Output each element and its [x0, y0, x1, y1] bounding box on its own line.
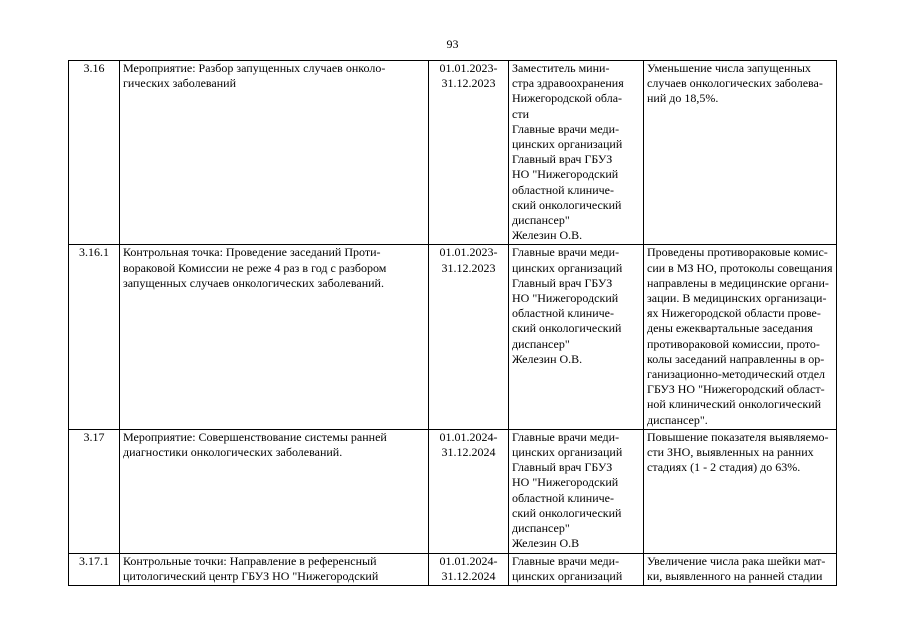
cell-result-line: колы заседаний направленны в ор- [647, 351, 825, 366]
cell-number: 3.16.1 [69, 245, 120, 429]
plan-table [68, 60, 837, 586]
cell-responsible-line: Главные врачи меди- [512, 245, 620, 260]
cell-responsible-line: Главный врач ГБУЗ [512, 275, 613, 290]
cell-event-line: гических заболеваний [123, 76, 237, 91]
cell-result-line: Уменьшение числа запущенных [647, 61, 811, 75]
cell-responsible-line: областной клиниче- [512, 182, 614, 197]
cell-responsible-line: сти [512, 106, 529, 121]
cell-result [644, 245, 837, 429]
cell-responsible [509, 245, 644, 429]
cell-responsible-line: стра здравоохранения [512, 76, 624, 91]
cell-event [120, 245, 429, 429]
cell-result-line: направлены в медицинские органи- [647, 275, 829, 290]
cell-responsible-line: Железин О.В [512, 536, 580, 551]
cell-event-line: Контрольные точки: Направление в референсный [123, 553, 377, 568]
cell-event [120, 61, 429, 245]
cell-dates-line: 01.01.2024- [439, 429, 498, 444]
cell-responsible-line: диспансер" [512, 521, 570, 536]
table-body [69, 61, 837, 586]
cell-responsible-line: цинских организаций [512, 260, 623, 275]
table-row [69, 245, 837, 429]
cell-responsible-line: Нижегородской обла- [512, 91, 623, 106]
cell-responsible-line: областной клиниче- [512, 490, 614, 505]
cell-responsible-line: цинских организаций [512, 568, 623, 583]
cell-dates-line: 01.01.2023- [439, 61, 498, 75]
cell-responsible-line: НО "Нижегородский [512, 167, 619, 182]
cell-responsible-line: ский онкологический [512, 505, 622, 520]
table-row [69, 61, 837, 245]
cell-responsible-line: НО "Нижегородский [512, 291, 619, 306]
cell-dates [429, 429, 509, 553]
cell-result-line: противораковой комиссии, прото- [647, 336, 820, 351]
cell-responsible-line: Главный врач ГБУЗ [512, 460, 613, 475]
cell-result-line: ки, выявленного на ранней стадии [647, 568, 823, 583]
cell-event-line: цитологический центр ГБУЗ НО "Нижегородский [123, 568, 379, 583]
cell-dates [429, 245, 509, 429]
cell-responsible [509, 429, 644, 553]
cell-number: 3.16 [69, 61, 120, 245]
cell-responsible [509, 61, 644, 245]
cell-responsible-line: Главные врачи меди- [512, 429, 620, 444]
cell-result-line: ний до 18,5%. [647, 91, 719, 106]
cell-result-line: ях Нижегородской области прове- [647, 306, 821, 321]
cell-event-line: запущенных случаев онкологических заболеваний. [123, 275, 384, 290]
cell-responsible-line: цинских организаций [512, 137, 623, 152]
cell-responsible [509, 553, 644, 585]
cell-result-line: ной клинический онкологический [647, 397, 822, 412]
cell-result [644, 429, 837, 553]
cell-result [644, 61, 837, 245]
cell-dates-line: 01.01.2023- [439, 245, 498, 260]
cell-responsible-line: ский онкологический [512, 197, 622, 212]
cell-result [644, 553, 837, 585]
cell-responsible-line: цинских организаций [512, 445, 623, 460]
page-number: 93 [446, 37, 459, 51]
cell-dates [429, 553, 509, 585]
cell-result-line: сти ЗНО, выявленных на ранних [647, 445, 814, 460]
cell-responsible-line: Главные врачи меди- [512, 121, 620, 136]
cell-event-line: Контрольная точка: Проведение заседаний Проти- [123, 245, 381, 260]
cell-dates-line: 31.12.2024 [441, 568, 496, 583]
cell-dates-line: 31.12.2023 [441, 260, 496, 275]
cell-responsible-line: Железин О.В. [512, 228, 583, 243]
cell-responsible-line: НО "Нижегородский [512, 475, 619, 490]
cell-responsible-line: ский онкологический [512, 321, 622, 336]
cell-responsible-line: диспансер" [512, 336, 570, 351]
cell-result-line: Повышение показателя выявляемо- [647, 429, 829, 444]
cell-result-line: ганизационно-методический отдел [647, 367, 826, 382]
cell-number: 3.17 [69, 429, 120, 553]
cell-dates-line: 31.12.2023 [441, 76, 496, 91]
cell-result-line: диспансер". [647, 412, 708, 427]
cell-event-line: вораковой Комиссии не реже 4 раз в год с разбором [123, 260, 387, 275]
table-row [69, 429, 837, 553]
cell-result-line: дены ежеквартальные заседания [647, 321, 813, 336]
cell-result-line: Увеличение числа рака шейки мат- [647, 553, 826, 568]
cell-event-line: Мероприятие: Совершенствование системы ранней [123, 429, 387, 444]
cell-responsible-line: Заместитель мини- [512, 61, 610, 75]
cell-dates-line: 31.12.2024 [441, 445, 496, 460]
table-row [69, 553, 837, 585]
cell-responsible-line: областной клиниче- [512, 306, 614, 321]
cell-event-line: диагностики онкологических заболеваний. [123, 445, 343, 460]
cell-result-line: ГБУЗ НО "Нижегородский област- [647, 382, 825, 397]
cell-event-line: Мероприятие: Разбор запущенных случаев онколо- [123, 61, 386, 75]
cell-result-line: Проведены противораковые комис- [647, 245, 828, 260]
cell-responsible-line: Главный врач ГБУЗ [512, 152, 613, 167]
cell-result-line: стадиях (1 - 2 стадия) до 63%. [647, 460, 801, 475]
cell-responsible-line: Главные врачи меди- [512, 553, 620, 568]
cell-number: 3.17.1 [69, 553, 120, 585]
cell-result-line: зации. В медицинских организаци- [647, 291, 827, 306]
cell-result-line: сии в МЗ НО, протоколы совещания [647, 260, 833, 275]
cell-responsible-line: диспансер" [512, 213, 570, 228]
cell-dates [429, 61, 509, 245]
cell-responsible-line: Железин О.В. [512, 351, 583, 366]
cell-event [120, 429, 429, 553]
cell-event [120, 553, 429, 585]
cell-result-line: случаев онкологических заболева- [647, 76, 823, 91]
cell-dates-line: 01.01.2024- [439, 553, 498, 568]
